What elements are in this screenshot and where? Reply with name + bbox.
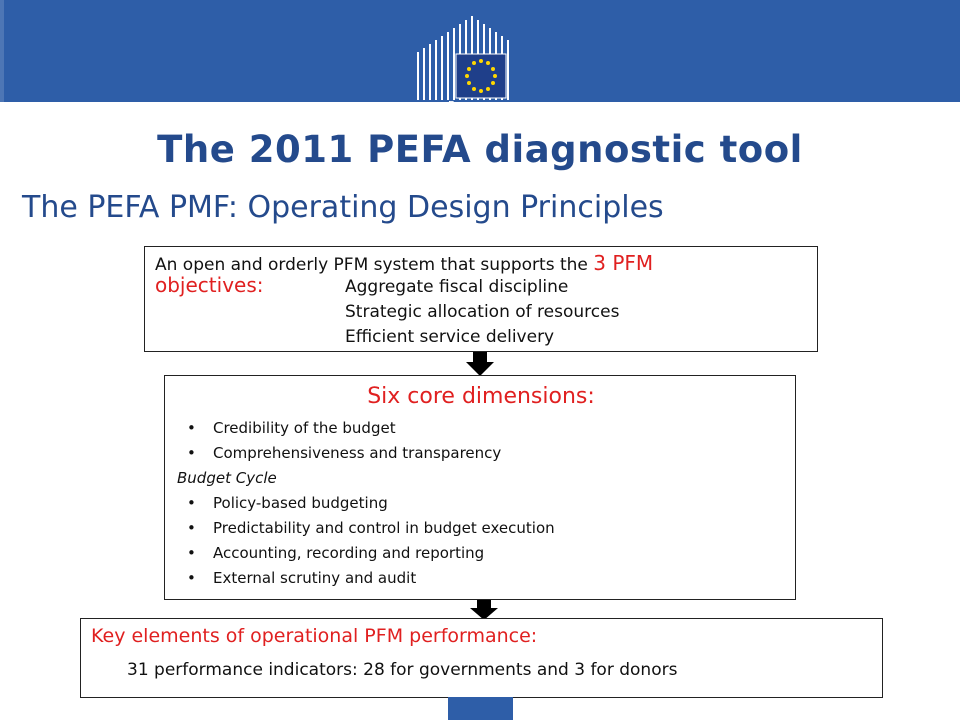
key-elements-box <box>80 618 883 698</box>
page-title: The 2011 PEFA diagnostic tool <box>157 128 803 171</box>
list-item: • Policy-based budgeting <box>187 494 388 512</box>
objective-item: Aggregate fiscal discipline <box>345 277 569 297</box>
down-arrow-icon <box>466 352 494 376</box>
list-item-text: Comprehensiveness and transparency <box>213 444 502 462</box>
key-elements-body: 31 performance indicators: 28 for governments and 3 for donors <box>127 660 678 680</box>
list-item: • Credibility of the budget <box>187 419 396 437</box>
objectives-label: objectives: <box>155 273 264 297</box>
list-item-text: Policy-based budgeting <box>213 494 388 512</box>
objectives-box <box>144 246 818 352</box>
objectives-list <box>345 275 619 350</box>
banner-edge <box>0 0 4 102</box>
objective-item: Efficient service delivery <box>345 327 555 347</box>
list-item: • Predictability and control in budget execution <box>187 519 555 537</box>
core-dimensions-heading: Six core dimensions: <box>367 384 595 409</box>
footer-accent-block <box>448 697 513 720</box>
page-subtitle: The PEFA PMF: Operating Design Principles <box>22 190 664 225</box>
list-item-text: External scrutiny and audit <box>213 569 417 587</box>
core-dimensions-list <box>177 416 555 591</box>
list-item: • Comprehensiveness and transparency <box>187 444 502 462</box>
core-dimensions-box <box>164 375 796 600</box>
objective-item: Strategic allocation of resources <box>345 302 620 322</box>
list-item-text: Predictability and control in budget execution <box>213 519 555 537</box>
list-item: • External scrutiny and audit <box>187 569 417 587</box>
down-arrow-icon <box>470 600 498 620</box>
intro-text: An open and orderly PFM system that supports the <box>155 255 588 275</box>
objectives-intro <box>155 251 653 275</box>
intro-highlight: 3 PFM <box>593 251 654 275</box>
logo-text-line1: European <box>448 100 496 111</box>
list-item-text: Accounting, recording and reporting <box>213 544 485 562</box>
budget-cycle-label: Budget Cycle <box>177 469 277 487</box>
list-item: • Accounting, recording and reporting <box>187 544 485 562</box>
key-elements-heading: Key elements of operational PFM performance: <box>91 625 538 647</box>
list-item-text: Credibility of the budget <box>213 419 396 437</box>
logo-text-line2: Commission <box>448 112 510 123</box>
logo-wordmark <box>448 100 509 124</box>
